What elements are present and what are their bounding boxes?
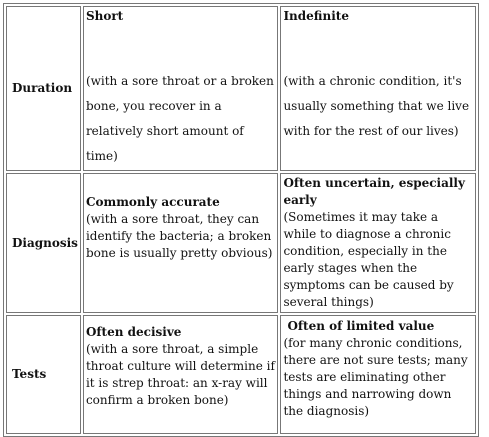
cell-heading: Often of limited value (287, 319, 435, 333)
cell-text: (with a chronic condition, it's usually something that we live with for the rest of our lives) (283, 74, 470, 138)
table-row-tests (6, 315, 476, 434)
cell-text: (for many chronic conditions, there are not sure tests; many tests are eliminating other things and narrowing down the diagnosis) (283, 336, 468, 418)
row-label-tests: Tests (6, 315, 81, 434)
cell-text: (with a sore throat, a simple throat culture will determine if it is strep throat: an x-ray will confirm a broken bone) (85, 342, 275, 407)
cell-heading: Short (85, 9, 124, 23)
cell-text: (with a sore throat or a broken bone, you recover in a relatively short amount of time) (85, 74, 274, 163)
row-label-duration: Duration (6, 6, 81, 171)
comparison-table (3, 3, 479, 437)
cell-text: (Sometimes it may take a while to diagnose a chronic condition, especially in the early stages when the symptoms can be caused by several things) (283, 210, 454, 309)
cell-heading: Often uncertain, especially early (283, 176, 465, 207)
cell-tests-decisive (83, 315, 279, 434)
cell-heading: Often decisive (85, 325, 182, 339)
cell-duration-indefinite (280, 6, 476, 171)
cell-duration-short (83, 6, 279, 171)
cell-diagnosis-uncertain (280, 173, 476, 313)
table-row-diagnosis (6, 173, 476, 313)
cell-tests-limited (280, 315, 476, 434)
cell-heading: Commonly accurate (85, 195, 220, 209)
cell-heading: Indefinite (283, 9, 349, 23)
table-row-duration (6, 6, 476, 171)
row-label-diagnosis: Diagnosis (6, 173, 81, 313)
cell-diagnosis-accurate (83, 173, 279, 313)
cell-text: (with a sore throat, they can identify the bacteria; a broken bone is usually pretty obvious) (85, 212, 273, 260)
